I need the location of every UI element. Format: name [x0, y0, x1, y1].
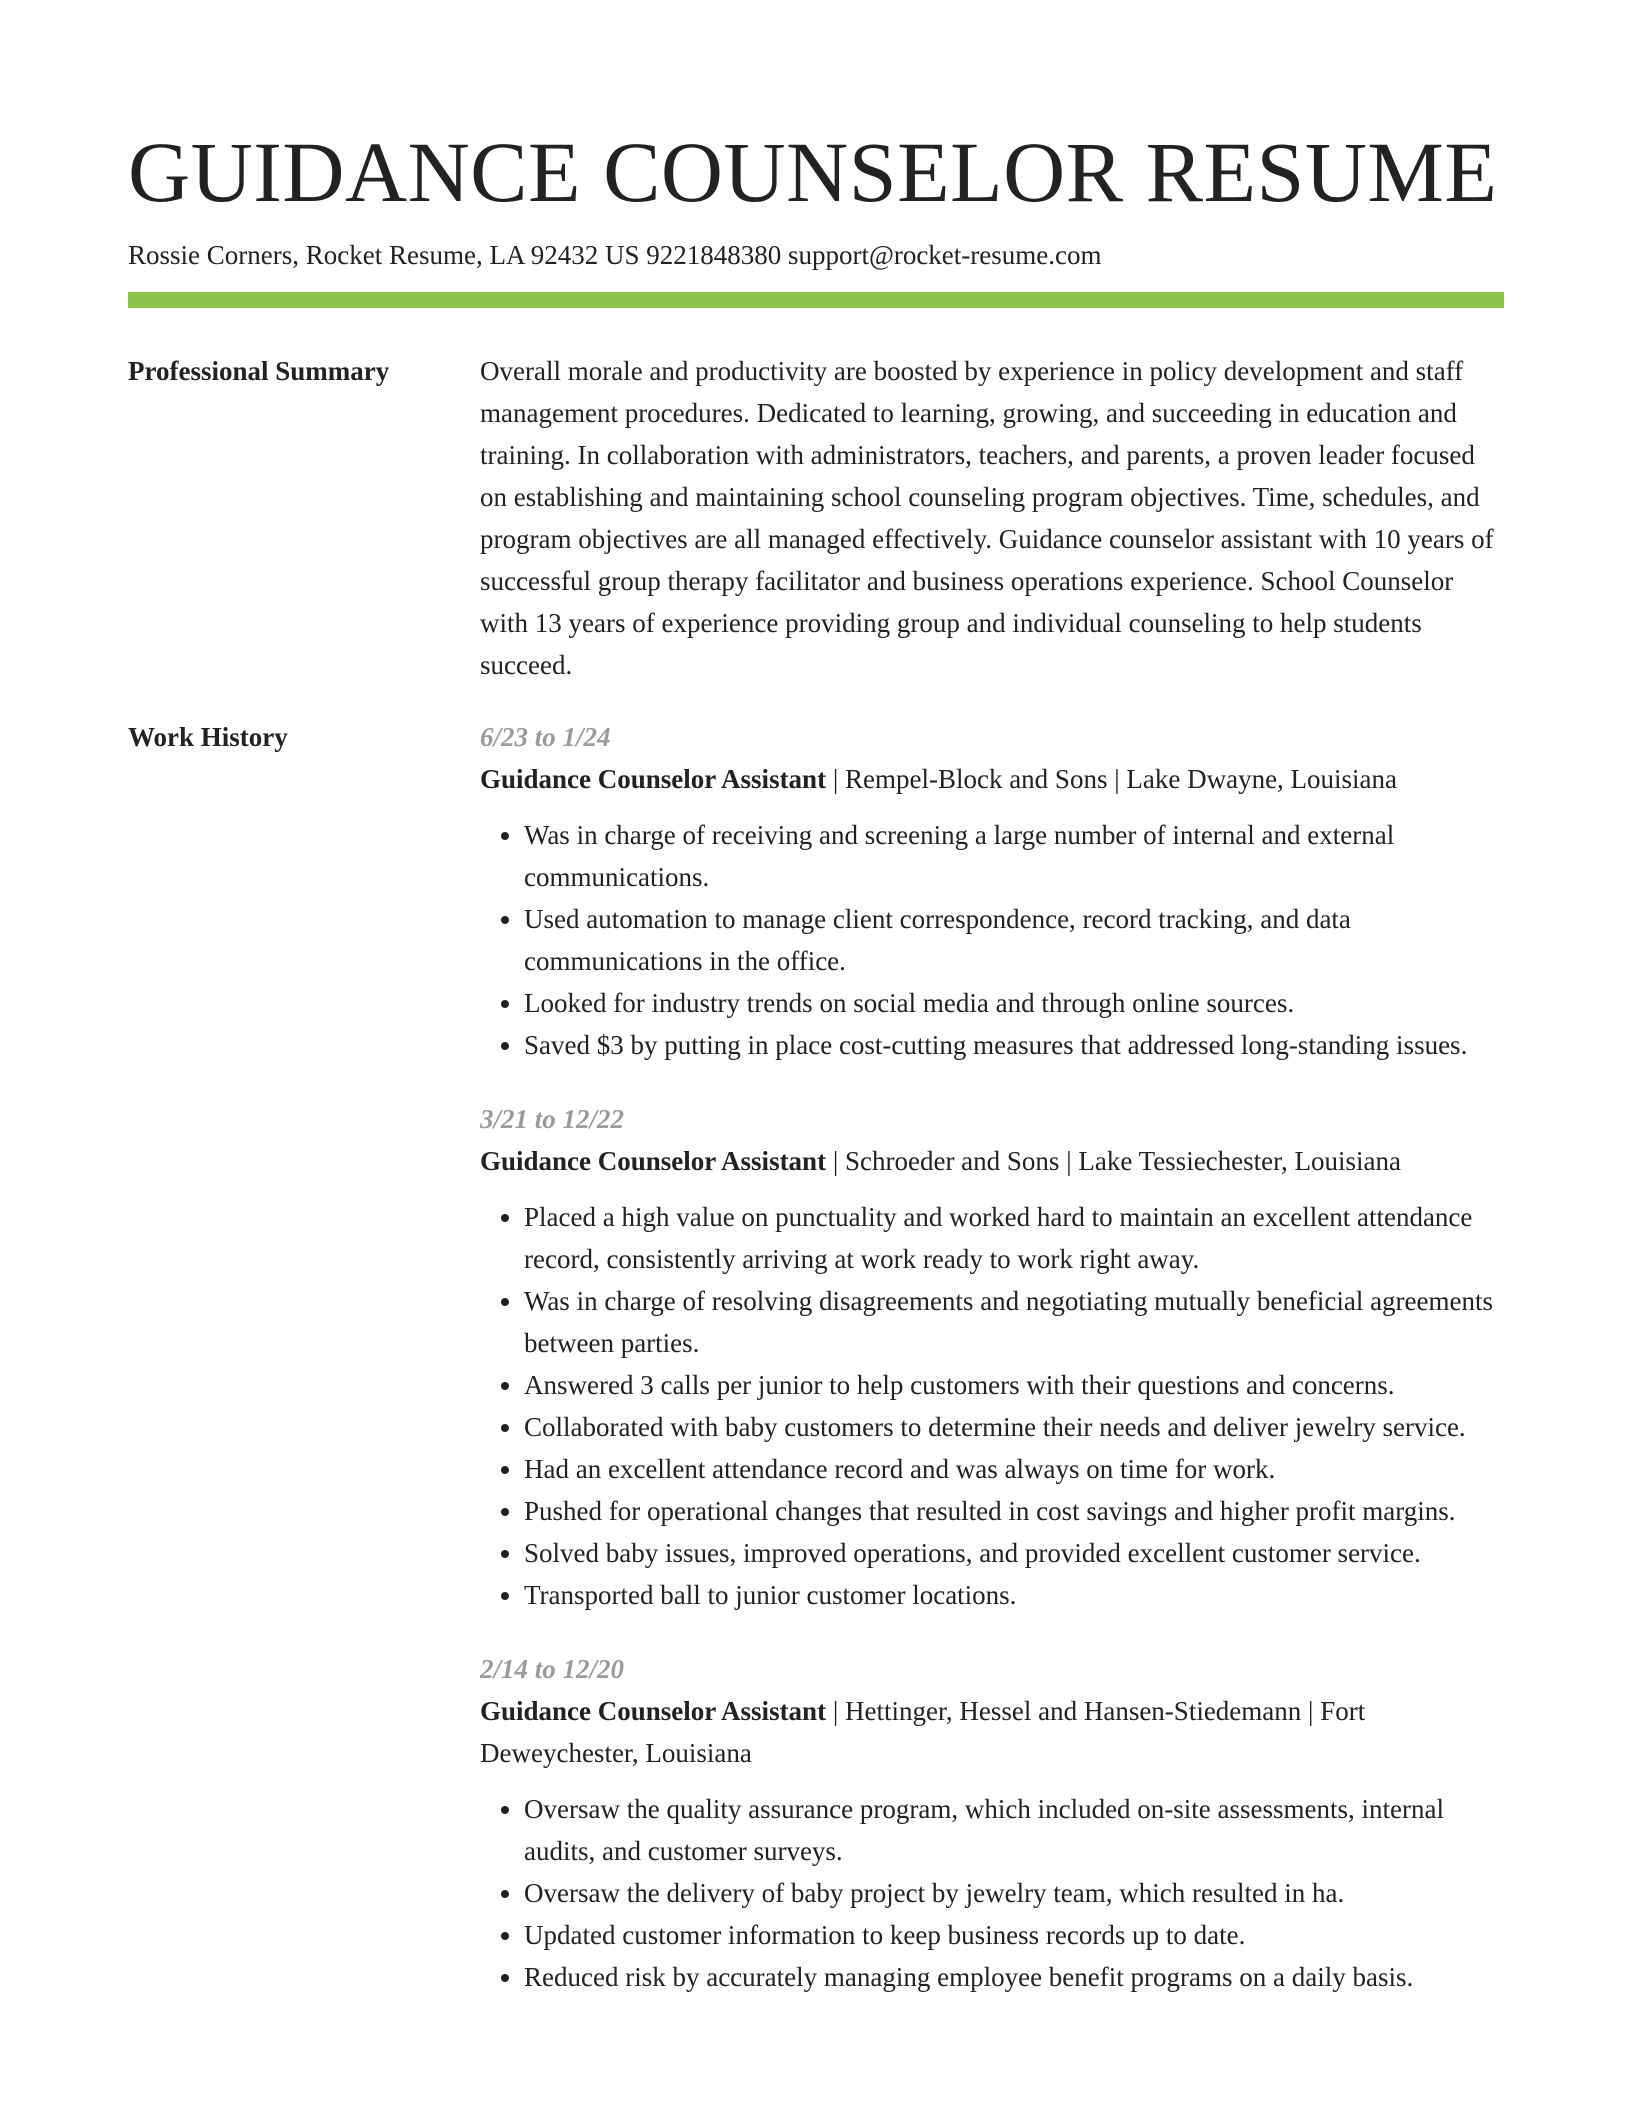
job-dates: 6/23 to 1/24: [480, 722, 611, 752]
resume-title: GUIDANCE COUNSELOR RESUME: [128, 124, 1498, 220]
job-bullet: • Used automation to manage client correspondence, record tracking, and data communications in the office.: [524, 898, 1504, 982]
summary-content: [480, 350, 1504, 686]
separator: |: [1301, 1696, 1321, 1726]
job-bullet: • Solved baby issues, improved operations, and provided excellent customer service.: [524, 1532, 1504, 1574]
job-bullets: [480, 1196, 1504, 1616]
separator: |: [1059, 1146, 1079, 1176]
job-heading: [480, 1690, 1504, 1774]
job-bullet: • Looked for industry trends on social media and through online sources.: [524, 982, 1504, 1024]
job-location: Fort Deweychester, Louisiana: [480, 1696, 1366, 1768]
job-location: Lake Dwayne, Louisiana: [1126, 764, 1398, 794]
job-bullet: • Placed a high value on punctuality and worked hard to maintain an excellent attendance record, consistently arriving at work ready to work right away.: [524, 1196, 1504, 1280]
section-label-work-history: Work History: [128, 722, 288, 752]
separator: |: [826, 1696, 845, 1726]
summary-text: Overall morale and productivity are boosted by experience in policy development and staff management procedures. Dedicated to learning, growing, and succeeding in education and training. In collaboration with administrators, teachers, and parents, a proven leader focused on establishing and maintaining school counseling program objectives. Time, schedules, and program objectives are all managed effectively. Guidance counselor assistant with 10 years of successful group therapy facilitator and business operations experience. School Counselor with 13 years of experience providing group and individual counseling to help students succeed.: [480, 356, 1494, 680]
contact-line: Rossie Corners, Rocket Resume, LA 92432 US 9221848380 support@rocket-resume.com: [128, 240, 1102, 270]
resume-page: [128, 0, 1504, 2030]
job-bullet: • Collaborated with baby customers to determine their needs and deliver jewelry service.: [524, 1406, 1504, 1448]
job-company: Hettinger, Hessel and Hansen-Stiedemann: [844, 1696, 1302, 1726]
job-bullet: • Reduced risk by accurately managing employee benefit programs on a daily basis.: [524, 1956, 1504, 1998]
job-bullet: • Pushed for operational changes that resulted in cost savings and higher profit margins.: [524, 1490, 1504, 1532]
job-entry: [480, 1098, 1504, 1616]
separator: |: [826, 764, 845, 794]
job-company: Rempel-Block and Sons: [844, 764, 1108, 794]
summary-section: [128, 350, 1504, 686]
job-heading: [480, 1140, 1504, 1182]
job-bullets: [480, 1788, 1504, 1998]
section-label-summary: Professional Summary: [128, 356, 390, 386]
job-dates: 2/14 to 12/20: [480, 1654, 625, 1684]
job-bullet: • Oversaw the quality assurance program, which included on-site assessments, internal audits, and customer surveys.: [524, 1788, 1504, 1872]
job-location: Lake Tessiechester, Louisiana: [1078, 1146, 1402, 1176]
job-title: Guidance Counselor Assistant: [480, 1696, 827, 1726]
work-history-content: [480, 716, 1504, 2030]
job-title: Guidance Counselor Assistant: [480, 764, 827, 794]
job-bullet: • Saved $3 by putting in place cost-cutting measures that addressed long-standing issues.: [524, 1024, 1504, 1066]
job-bullet: • Answered 3 calls per junior to help customers with their questions and concerns.: [524, 1364, 1504, 1406]
job-entry: [480, 1648, 1504, 1998]
job-bullet: • Was in charge of receiving and screening a large number of internal and external communications.: [524, 814, 1504, 898]
job-dates: 3/21 to 12/22: [480, 1104, 625, 1134]
job-heading: [480, 758, 1504, 800]
job-bullet: • Had an excellent attendance record and was always on time for work.: [524, 1448, 1504, 1490]
job-bullet: • Was in charge of resolving disagreements and negotiating mutually beneficial agreements between parties.: [524, 1280, 1504, 1364]
work-history-section: [128, 716, 1504, 2030]
job-bullets: [480, 814, 1504, 1066]
job-bullet: • Transported ball to junior customer locations.: [524, 1574, 1504, 1616]
job-bullet: • Updated customer information to keep business records up to date.: [524, 1914, 1504, 1956]
header-divider: [128, 292, 1504, 308]
separator: |: [826, 1146, 845, 1176]
job-company: Schroeder and Sons: [844, 1146, 1060, 1176]
job-entry: [480, 716, 1504, 1066]
job-title: Guidance Counselor Assistant: [480, 1146, 827, 1176]
separator: |: [1107, 764, 1127, 794]
job-bullet: • Oversaw the delivery of baby project by jewelry team, which resulted in ha.: [524, 1872, 1504, 1914]
